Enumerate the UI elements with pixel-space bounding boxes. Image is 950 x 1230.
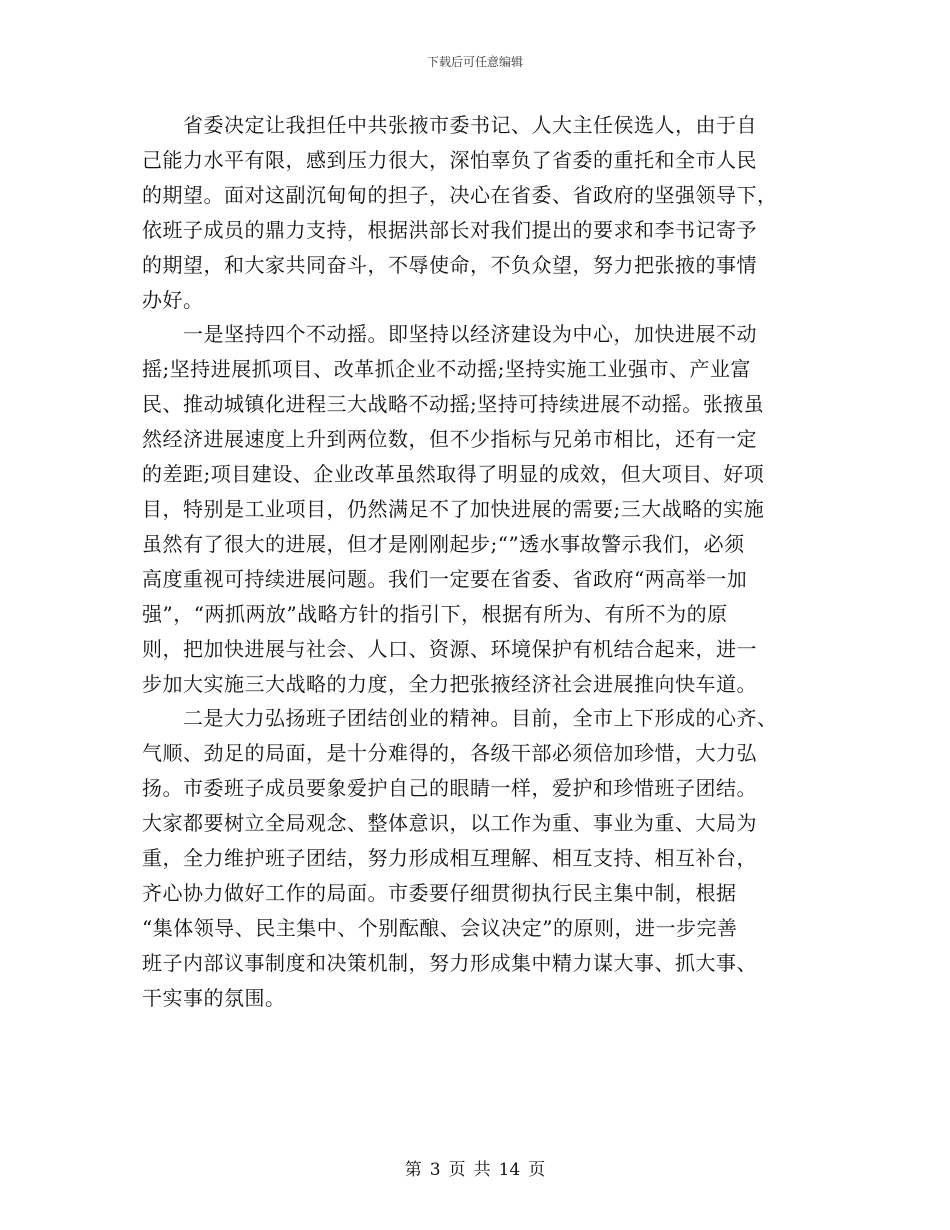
text-line: 的期望。面对这副沉甸甸的担子，决心在省委、省政府的坚强领导下，: [142, 182, 778, 207]
text-line: 省委决定让我担任中共张掖市委书记、人大主任侯选人，由于自: [142, 113, 757, 137]
text-line: 扬。市委班子成员要象爱护自己的眼睛一样，爱护和珍惜班子团结。: [142, 776, 757, 801]
text-line: 目，特别是工业项目，仍然满足不了加快进展的需要;三大战略的实施: [142, 496, 765, 521]
page-footer: [0, 1155, 950, 1180]
text-line: 则，把加快进展与社会、人口、资源、环境保护有机结合起来，进一: [142, 636, 757, 661]
text-line: 气顺、劲足的局面，是十分难得的，各级干部必须倍加珍惜，大力弘: [142, 741, 757, 766]
text-line: 班子内部议事制度和决策机制，努力形成集中精力谋大事、抓大事、: [142, 950, 757, 975]
total-pages: 14: [498, 1160, 521, 1180]
text-line: 重，全力维护班子团结，努力形成相互理解、相互支持、相互补台，: [142, 846, 757, 871]
text-line: 虽然有了很大的进展，但才是刚刚起步;“”透水事故警示我们，必须: [142, 531, 745, 556]
text-line: 依班子成员的鼎力支持，根据洪部长对我们提出的要求和李书记寄予: [142, 217, 757, 242]
text-line: 干实事的氛围。: [142, 985, 286, 1010]
footer-label-ye: 页: [448, 1160, 466, 1180]
text-line: 然经济进展速度上升到两位数，但不少指标与兄弟市相比，还有一定: [142, 427, 757, 452]
text-line: “集体领导、民主集中、个别酝酿、会议决定”的原则，进一步完善: [142, 915, 738, 940]
text-line: 办好。: [142, 287, 204, 312]
text-line: 的期望，和大家共同奋斗，不辱使命，不负众望，努力把张掖的事情: [142, 252, 757, 277]
text-line: 民、推动城镇化进程三大战略不动摇;坚持可持续进展不动摇。张掖虽: [142, 392, 765, 417]
document-body: [142, 108, 822, 1016]
text-line: 二是大力弘扬班子团结创业的精神。目前，全市上下形成的心齐、: [142, 706, 778, 731]
page-header: 下载后可任意编辑: [426, 55, 523, 69]
text-line: 己能力水平有限，感到压力很大，深怕辜负了省委的重托和全市人民: [142, 147, 757, 172]
text-line: 摇;坚持进展抓项目、改革抓企业不动摇;坚持实施工业强市、产业富: [142, 357, 751, 382]
paragraph: [142, 701, 822, 1015]
footer-label-ye: 页: [528, 1160, 546, 1180]
text-line: 高度重视可持续进展问题。我们一定要在省委、省政府“两高举一加: [142, 566, 748, 591]
text-line: 大家都要树立全局观念、整体意识，以工作为重、事业为重、大局为: [142, 811, 757, 836]
paragraph: [142, 317, 822, 701]
text-line: 步加大实施三大战略的力度，全力把张掖经济社会进展推向快车道。: [142, 671, 757, 696]
footer-label-di: 第: [404, 1160, 422, 1180]
page-number: 3: [429, 1160, 441, 1180]
footer-label-gong: 共: [473, 1160, 491, 1180]
text-line: 一是坚持四个不动摇。即坚持以经济建设为中心，加快进展不动: [142, 322, 757, 347]
paragraph: [142, 108, 822, 317]
text-line: 齐心协力做好工作的局面。市委要仔细贯彻执行民主集中制，根据: [142, 880, 737, 905]
text-line: 的差距;项目建设、企业改革虽然取得了明显的成效，但大项目、好项: [142, 462, 765, 487]
text-line: 强”，“两抓两放”战略方针的指引下，根据有所为、有所不为的原: [142, 601, 728, 626]
